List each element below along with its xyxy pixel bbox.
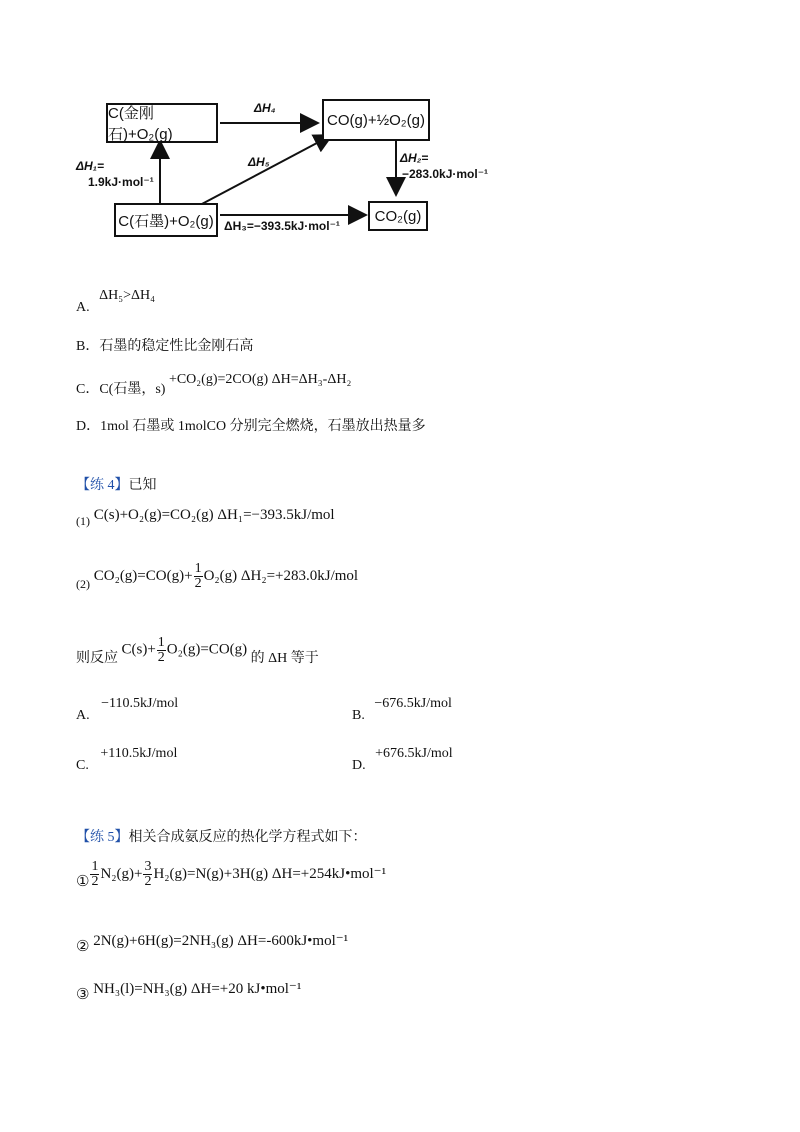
q5-eq2-text: 2N(g)+6H(g)=2NH₃(g) ΔH=-600kJ•mol⁻¹ (93, 933, 349, 949)
q3-option-c-text: +CO₂(g)=2CO(g) ΔH=ΔH₃-ΔH₂ (168, 372, 352, 387)
q4-heading (76, 476, 157, 496)
q5-heading (76, 828, 367, 848)
q4-option-a-text: −110.5kJ/mol (101, 696, 179, 711)
q4-option-c-label: C. (76, 758, 89, 773)
label-dh5: ΔH₅ (248, 155, 270, 169)
label-dh1-value: 1.9kJ·mol⁻¹ (88, 175, 154, 189)
q4-option-b (352, 696, 452, 723)
q4-eq1-marker: (1) (76, 514, 90, 528)
q3-option-a-text: ΔH₅>ΔH₄ (99, 288, 156, 303)
q5-eq1-text-a: N₂(g)+ (100, 865, 143, 882)
fraction-half: $\frac{1}{2}$ (157, 635, 165, 665)
q4-option-d-label: D. (352, 758, 366, 773)
q5-tag: 【练 5】 (76, 830, 129, 845)
q4-tag: 【练 4】 (76, 478, 129, 493)
box-diamond: C(金刚石)+O₂(g) (106, 103, 218, 143)
q4-ask-a: 则反应 (76, 650, 118, 666)
q4-eq2-marker: (2) (76, 576, 90, 591)
q4-option-d-text: +676.5kJ/mol (375, 746, 453, 761)
q5-eq1-text-b: H₂(g)=N(g)+3H(g) ΔH=+254kJ•mol⁻¹ (153, 865, 387, 882)
label-dh1: ΔH₁= (76, 159, 104, 173)
label-dh2-value: −283.0kJ·mol⁻¹ (402, 167, 489, 181)
q4-equation-1 (76, 505, 335, 528)
q3-option-a (76, 288, 156, 315)
fraction-three-halves: $\frac{3}{2}$ (144, 859, 152, 889)
q4-option-b-text: −676.5kJ/mol (374, 696, 452, 711)
box-graphite: C(石墨)+O₂(g) (114, 203, 218, 237)
q5-marker-2: ② (76, 937, 90, 955)
q4-ask-b: 的 ΔH 等于 (250, 650, 319, 666)
label-dh2: ΔH₂= (400, 151, 429, 165)
q5-marker-1: ① (76, 871, 90, 890)
q3-option-a-label: A. (76, 300, 90, 315)
q3-option-c (76, 368, 352, 397)
q4-option-b-label: B. (352, 708, 365, 723)
q4-eq1-text: C(s)+O₂(g)=CO₂(g) ΔH₁=−393.5kJ/mol (93, 507, 335, 523)
q3-option-c-label: C．C(石墨，s) (76, 382, 166, 397)
energy-diagram (76, 85, 520, 245)
q5-equation-1 (76, 860, 386, 889)
q3-option-b: B．石墨的稳定性比金刚石高 (76, 339, 254, 354)
fraction-half: $\frac{1}{2}$ (194, 561, 202, 591)
q4-ask-eq-b: O₂(g)=CO(g) (166, 641, 248, 658)
q4-option-a-label: A. (76, 708, 90, 723)
q5-intro: 相关合成氨反应的热化学方程式如下： (128, 830, 367, 845)
box-co: CO(g)+½O₂(g) (322, 99, 430, 141)
box-co2: CO₂(g) (368, 201, 428, 231)
q4-eq2-text-b: O₂(g) ΔH₂=+283.0kJ/mol (203, 567, 359, 584)
q4-option-a (76, 696, 179, 723)
label-dh4: ΔH₄ (254, 101, 276, 115)
q4-option-c (76, 746, 178, 773)
label-dh3: ΔH₃=−393.5kJ·mol⁻¹ (224, 219, 340, 233)
q4-ask-eq-a: C(s)+ (121, 641, 156, 658)
q4-option-d (352, 746, 453, 773)
q4-question (76, 636, 319, 665)
q4-option-c-text: +110.5kJ/mol (100, 746, 178, 761)
q5-equation-2 (76, 930, 349, 955)
q4-equation-2 (76, 562, 358, 591)
q4-eq2-text-a: CO₂(g)=CO(g)+ (93, 567, 193, 584)
q5-marker-3: ③ (76, 985, 90, 1003)
q5-equation-3 (76, 978, 302, 1003)
q4-intro: 已知 (128, 478, 157, 493)
fraction-half: $\frac{1}{2}$ (91, 859, 99, 889)
q3-option-d: D．1mol 石墨或 1molCO 分别完全燃烧，石墨放出热量多 (76, 419, 426, 434)
q5-eq3-text: NH₃(l)=NH₃(g) ΔH=+20 kJ•mol⁻¹ (93, 981, 302, 997)
